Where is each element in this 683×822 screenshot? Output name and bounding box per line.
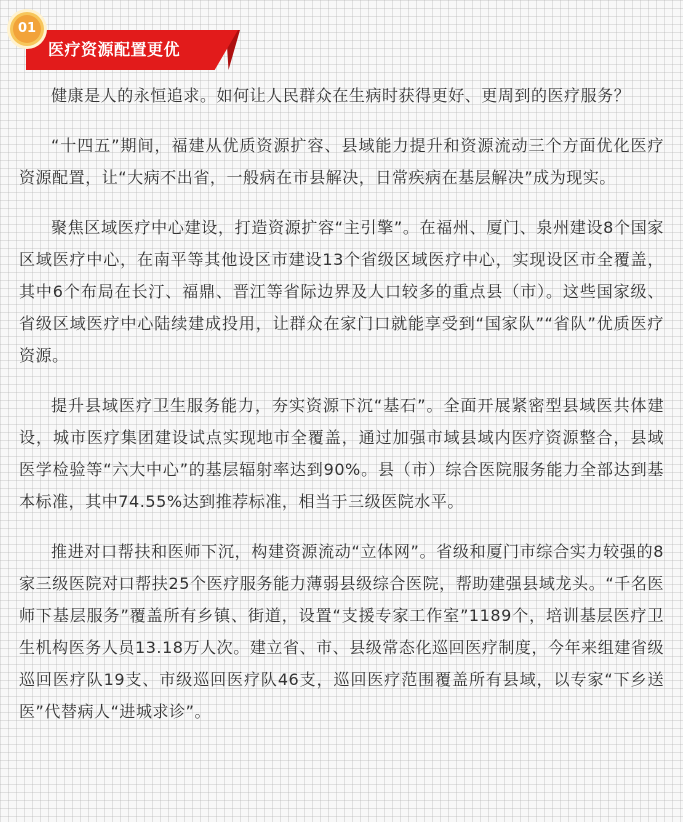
- paragraph-intro: 健康是人的永恒追求。如何让人民群众在生病时获得更好、更周到的医疗服务？: [51, 86, 631, 105]
- section-number-badge: [10, 12, 44, 46]
- paragraph-county-capacity: 提升县域医疗卫生服务能力，夯实资源下沉“基石”。全面开展紧密型县域医共体建设，城市医疗集团建设试点实现地市全覆盖，通过加强市域县域内医疗资源整合，县域医学检验等“六大中心”的基层辐射率达到90%。县（市）综合医院服务能力全部达到基本标准，其中74.55%达到推荐标准，相当于三级医院水平。: [19, 396, 664, 511]
- paragraph-resource-flow: 推进对口帮扶和医师下沉，构建资源流动“立体网”。省级和厦门市综合实力较强的8家三级医院对口帮扶25个医疗服务能力薄弱县级综合医院，帮助建强县域龙头。“千名医师下基层服务”覆盖所有乡镇、街道，设置“支援专家工作室”1189个，培训基层医疗卫生机构医务人员13.18万人次。建立省、市、县级常态化巡回医疗制度，今年来组建省级巡回医疗队19支、市级巡回医疗队46支，巡回医疗范围覆盖所有县域，以专家“下乡送医”代替病人“进城求诊”。: [19, 542, 664, 721]
- paragraph-overview: “十四五”期间，福建从优质资源扩容、县域能力提升和资源流动三个方面优化医疗资源配置，让“大病不出省，一般病在市县解决，日常疾病在基层解决”成为现实。: [19, 136, 664, 187]
- paragraph-regional-centers: 聚焦区域医疗中心建设，打造资源扩容“主引擎”。在福州、厦门、泉州建设8个国家区域医疗中心，在南平等其他设区市建设13个省级区域医疗中心，实现设区市全覆盖，其中6个布局在长汀、福鼎、晋江等省际边界及人口较多的重点县（市）。这些国家级、省级区域医疗中心陆续建成投用，让群众在家门口就能享受到“国家队”“省队”优质医疗资源。: [19, 218, 664, 365]
- section-header: [0, 0, 683, 80]
- article-body: [19, 80, 664, 746]
- section-number: 01: [13, 15, 41, 43]
- section-title: 医疗资源配置更优: [48, 40, 181, 59]
